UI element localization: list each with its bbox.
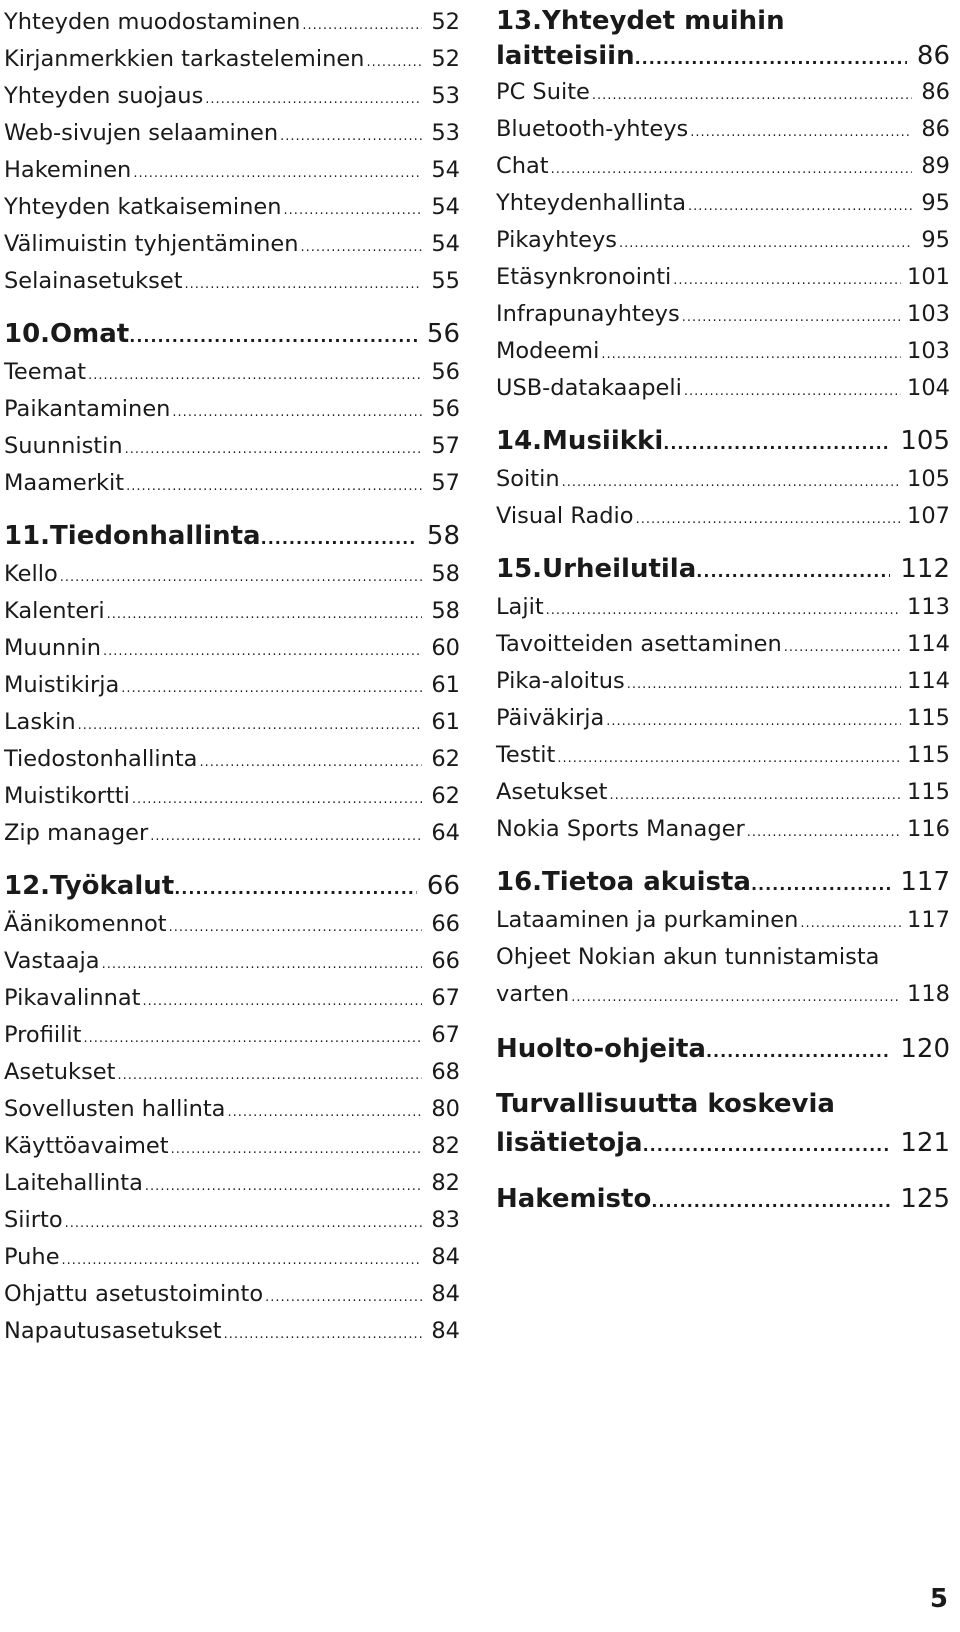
dot-leader [635, 41, 907, 77]
page-ref: 52 [431, 9, 460, 35]
page-ref: 95 [921, 227, 950, 253]
entry-title: Yhteyden katkaiseminen [4, 194, 282, 220]
page-ref: 60 [431, 635, 460, 661]
toc-entry[interactable] [4, 1313, 460, 1350]
toc-entry[interactable] [496, 185, 950, 222]
entry-title: Lajit [496, 594, 544, 620]
page-ref: 113 [907, 594, 950, 620]
page-ref: 84 [431, 1244, 460, 1270]
page-ref: 112 [900, 554, 950, 584]
dot-leader [643, 1126, 891, 1166]
page-ref: 56 [426, 319, 460, 349]
entry-title: Lataaminen ja purkaminen [496, 907, 799, 933]
page-ref: 84 [431, 1281, 460, 1307]
entry-title: Soitin [496, 466, 560, 492]
entry-title: Chat [496, 153, 549, 179]
toc-entry[interactable] [496, 222, 950, 259]
entry-title: Hakeminen [4, 157, 132, 183]
toc-heading[interactable] [496, 1179, 950, 1219]
dot-leader [696, 552, 890, 592]
entry-title: varten [496, 981, 570, 1007]
toc-entry[interactable] [496, 902, 950, 939]
entry-title: Asetukset [4, 1059, 116, 1085]
dot-leader [121, 670, 422, 707]
page-ref: 105 [907, 466, 950, 492]
page-ref: 116 [907, 816, 950, 842]
page-ref: 117 [900, 867, 950, 897]
page-ref: 66 [426, 871, 460, 901]
entry-title: Bluetooth-yhteys [496, 116, 689, 142]
dot-leader [546, 592, 901, 629]
dot-leader [169, 909, 422, 946]
toc-entry[interactable] [496, 74, 950, 111]
entry-title: Yhteyden suojaus [4, 83, 204, 109]
toc-left-column [4, 4, 460, 1350]
dot-leader [551, 151, 912, 188]
dot-leader [185, 266, 422, 303]
page-ref: 52 [431, 46, 460, 72]
toc-entry[interactable] [4, 152, 460, 189]
entry-title: Ohjattu asetustoiminto [4, 1281, 264, 1307]
page-ref: 56 [431, 359, 460, 385]
heading-title-line1: 13.Yhteydet muihin [496, 6, 785, 36]
toc-entry[interactable] [496, 774, 950, 811]
entry-title: Kello [4, 561, 58, 587]
toc-entry[interactable] [496, 111, 950, 148]
toc-entry[interactable] [4, 226, 460, 263]
toc-entry[interactable] [496, 939, 950, 1013]
toc-entry[interactable] [4, 41, 460, 78]
page-ref: 58 [431, 598, 460, 624]
page-ref: 107 [907, 503, 950, 529]
page-ref: 89 [921, 153, 950, 179]
dot-leader [174, 869, 417, 909]
toc-entry[interactable] [4, 630, 460, 667]
page-ref: 53 [431, 83, 460, 109]
toc-entry[interactable] [496, 700, 950, 737]
page-ref: 57 [431, 470, 460, 496]
dot-leader [366, 44, 422, 81]
toc-entry[interactable] [4, 593, 460, 630]
page-ref: 80 [431, 1096, 460, 1122]
dot-leader [126, 468, 422, 505]
entry-title: Napautusasetukset [4, 1318, 222, 1344]
page-ref: 103 [907, 301, 950, 327]
toc-entry[interactable] [496, 259, 950, 296]
page-ref: 58 [431, 561, 460, 587]
dot-leader [83, 1020, 422, 1057]
toc-entry[interactable] [496, 296, 950, 333]
dot-leader [601, 336, 901, 373]
heading-title: lisätietoja [496, 1128, 643, 1158]
page-ref: 67 [431, 985, 460, 1011]
page-ref: 86 [921, 79, 950, 105]
dot-leader [171, 1131, 422, 1168]
toc-entry[interactable] [496, 333, 950, 370]
page-ref: 115 [907, 742, 950, 768]
page-ref: 53 [431, 120, 460, 146]
page-ref: 62 [431, 783, 460, 809]
page-ref: 115 [907, 705, 950, 731]
entry-title: Äänikomennot [4, 911, 167, 937]
dot-leader [673, 262, 901, 299]
toc-entry[interactable] [4, 465, 460, 502]
page-ref: 58 [426, 521, 460, 551]
dot-leader [117, 1057, 422, 1094]
entry-title: Modeemi [496, 338, 600, 364]
dot-leader [65, 1205, 422, 1242]
dot-leader [284, 192, 422, 229]
page-ref: 64 [431, 820, 460, 846]
entry-title: Käyttöavaimet [4, 1133, 169, 1159]
entry-title: Päiväkirja [496, 705, 605, 731]
toc-entry[interactable] [4, 741, 460, 778]
dot-leader [688, 188, 912, 225]
dot-leader [78, 707, 422, 744]
dot-leader [129, 317, 417, 357]
dot-leader [751, 865, 890, 905]
page-ref: 120 [900, 1034, 950, 1064]
dot-leader [102, 946, 422, 983]
toc-entry[interactable] [4, 428, 460, 465]
dot-leader [133, 155, 422, 192]
page-ref: 114 [907, 668, 950, 694]
entry-title: Sovellusten hallinta [4, 1096, 226, 1122]
toc-entry[interactable] [4, 1202, 460, 1239]
entry-title: Visual Radio [496, 503, 634, 529]
entry-title: Muistikortti [4, 783, 130, 809]
toc-entry[interactable] [4, 189, 460, 226]
toc-heading[interactable] [496, 1029, 950, 1069]
page-ref: 105 [900, 426, 950, 456]
toc-entry[interactable] [496, 370, 950, 407]
entry-title: Pika-aloitus [496, 668, 625, 694]
page-ref: 114 [907, 631, 950, 657]
dot-leader [609, 777, 901, 814]
toc-entry[interactable] [4, 815, 460, 852]
toc-entry[interactable] [496, 589, 950, 626]
page-ref: 55 [431, 268, 460, 294]
dot-leader [684, 373, 901, 410]
toc-entry[interactable] [4, 778, 460, 815]
entry-title: Tiedostonhallinta [4, 746, 198, 772]
toc-entry[interactable] [496, 461, 950, 498]
dot-leader [172, 394, 422, 431]
entry-title: Puhe [4, 1244, 60, 1270]
dot-leader [265, 1279, 422, 1316]
dot-leader [592, 77, 912, 114]
entry-title: Asetukset [496, 779, 608, 805]
dot-leader [302, 7, 422, 44]
page-ref: 68 [431, 1059, 460, 1085]
toc-entry[interactable] [4, 1239, 460, 1276]
toc-entry[interactable] [496, 148, 950, 185]
heading-title: 16.Tietoa akuista [496, 867, 751, 897]
dot-leader [651, 1182, 890, 1222]
entry-title: USB-datakaapeli [496, 375, 682, 401]
toc-entry[interactable] [4, 263, 460, 300]
heading-title-line1: Turvallisuutta koskevia [496, 1089, 835, 1119]
dot-leader [125, 431, 422, 468]
page-ref: 82 [431, 1133, 460, 1159]
entry-title: Web-sivujen selaaminen [4, 120, 279, 146]
toc-entry[interactable] [4, 1091, 460, 1128]
toc-entry[interactable] [496, 811, 950, 848]
dot-leader [88, 357, 422, 394]
toc-entry[interactable] [4, 906, 460, 943]
toc-entry[interactable] [496, 976, 950, 1013]
toc-entry[interactable] [4, 704, 460, 741]
toc-heading[interactable] [496, 1085, 950, 1163]
toc-entry[interactable] [4, 980, 460, 1017]
entry-title: Kirjanmerkkien tarkasteleminen [4, 46, 365, 72]
dot-leader [132, 781, 422, 818]
entry-title: Teemat [4, 359, 87, 385]
toc-heading[interactable] [496, 549, 950, 589]
page-ref: 103 [907, 338, 950, 364]
entry-title: Tavoitteiden asettaminen [496, 631, 782, 657]
entry-title: Testit [496, 742, 556, 768]
toc-heading[interactable] [496, 421, 950, 461]
toc-heading[interactable] [496, 4, 950, 74]
dot-leader [557, 740, 901, 777]
page-ref: 57 [431, 433, 460, 459]
heading-title: Hakemisto [496, 1184, 652, 1214]
toc-entry[interactable] [4, 1276, 460, 1313]
toc-heading[interactable] [496, 1123, 950, 1163]
entry-title: Etäsynkronointi [496, 264, 672, 290]
dot-leader [571, 979, 901, 1016]
entry-title: Välimuistin tyhjentäminen [4, 231, 299, 257]
toc-entry[interactable] [4, 391, 460, 428]
entry-title-line1: Ohjeet Nokian akun tunnistamista [496, 944, 880, 970]
entry-title: Maamerkit [4, 470, 125, 496]
heading-title: 14.Musiikki [496, 426, 664, 456]
page-ref: 62 [431, 746, 460, 772]
toc-entry[interactable] [4, 354, 460, 391]
entry-title: Infrapunayhteys [496, 301, 680, 327]
heading-title: 10.Omat [4, 319, 130, 349]
entry-title: Pikayhteys [496, 227, 618, 253]
dot-leader [706, 1032, 890, 1072]
dot-leader [199, 744, 422, 781]
dot-leader [280, 118, 422, 155]
page-ref: 61 [431, 709, 460, 735]
page-ref: 121 [900, 1128, 950, 1158]
dot-leader [205, 81, 422, 118]
page-ref: 95 [921, 190, 950, 216]
entry-title: Yhteyden muodostaminen [4, 9, 301, 35]
toc-heading[interactable] [4, 314, 460, 354]
entry-title: Laitehallinta [4, 1170, 143, 1196]
page-ref: 115 [907, 779, 950, 805]
page-ref: 118 [907, 981, 950, 1007]
dot-leader [606, 703, 901, 740]
toc-entry[interactable] [4, 1017, 460, 1054]
entry-title: Nokia Sports Manager [496, 816, 745, 842]
dot-leader [747, 814, 901, 851]
page-ref: 56 [431, 396, 460, 422]
toc-entry[interactable] [4, 78, 460, 115]
dot-leader [682, 299, 901, 336]
page-ref: 61 [431, 672, 460, 698]
entry-title: Pikavalinnat [4, 985, 141, 1011]
entry-title: Laskin [4, 709, 76, 735]
entry-title: Muunnin [4, 635, 101, 661]
heading-title: laitteisiin [496, 41, 635, 71]
dot-leader [62, 1242, 422, 1279]
dot-leader [636, 501, 901, 538]
dot-leader [261, 519, 417, 559]
page-ref: 84 [431, 1318, 460, 1344]
dot-leader [145, 1168, 422, 1205]
toc-entry[interactable] [4, 4, 460, 41]
entry-title: Vastaaja [4, 948, 100, 974]
dot-leader [142, 983, 422, 1020]
toc-entry[interactable] [4, 667, 460, 704]
entry-title: Yhteydenhallinta [496, 190, 687, 216]
dot-leader [60, 559, 422, 596]
heading-title: 11.Tiedonhallinta [4, 521, 261, 551]
page-ref: 101 [907, 264, 950, 290]
page-ref: 66 [431, 911, 460, 937]
entry-title: Muistikirja [4, 672, 120, 698]
dot-leader [619, 225, 912, 262]
page-number: 5 [929, 1584, 948, 1614]
dot-leader [690, 114, 912, 151]
heading-title: 15.Urheilutila [496, 554, 697, 584]
toc-entry[interactable] [4, 556, 460, 593]
dot-leader [800, 905, 901, 942]
toc-entry[interactable] [4, 943, 460, 980]
dot-leader [627, 666, 901, 703]
dot-leader [150, 818, 422, 855]
toc-entry[interactable] [496, 737, 950, 774]
dot-leader [107, 596, 422, 633]
dot-leader [562, 464, 901, 501]
entry-title: Profiilit [4, 1022, 82, 1048]
entry-title: Zip manager [4, 820, 149, 846]
dot-leader [103, 633, 422, 670]
dot-leader [227, 1094, 422, 1131]
toc-entry[interactable] [496, 663, 950, 700]
dot-leader [300, 229, 422, 266]
toc-heading[interactable] [496, 38, 950, 74]
toc-entry[interactable] [496, 498, 950, 535]
page-ref: 66 [431, 948, 460, 974]
toc-entry[interactable] [496, 626, 950, 663]
dot-leader [784, 629, 901, 666]
page-ref: 104 [907, 375, 950, 401]
entry-title: Paikantaminen [4, 396, 171, 422]
page-ref: 67 [431, 1022, 460, 1048]
dot-leader [224, 1316, 422, 1353]
entry-title: Selainasetukset [4, 268, 183, 294]
page-ref: 54 [431, 157, 460, 183]
dot-leader [663, 424, 890, 464]
entry-title: Siirto [4, 1207, 63, 1233]
page-ref: 83 [431, 1207, 460, 1233]
toc-right-column [496, 4, 950, 1219]
page-ref: 86 [916, 41, 950, 71]
page-ref: 82 [431, 1170, 460, 1196]
page-ref: 86 [921, 116, 950, 142]
page-ref: 125 [900, 1184, 950, 1214]
page-ref: 54 [431, 231, 460, 257]
toc-entry[interactable] [4, 115, 460, 152]
entry-title: PC Suite [496, 79, 590, 105]
toc-heading[interactable] [4, 866, 460, 906]
toc-entry[interactable] [4, 1054, 460, 1091]
entry-title: Suunnistin [4, 433, 123, 459]
toc-entry[interactable] [4, 1128, 460, 1165]
toc-entry[interactable] [4, 1165, 460, 1202]
heading-title: Huolto-ohjeita [496, 1034, 706, 1064]
page-ref: 54 [431, 194, 460, 220]
toc-heading[interactable] [4, 516, 460, 556]
toc-heading[interactable] [496, 862, 950, 902]
entry-title: Kalenteri [4, 598, 105, 624]
page-ref: 117 [907, 907, 950, 933]
heading-title: 12.Työkalut [4, 871, 175, 901]
